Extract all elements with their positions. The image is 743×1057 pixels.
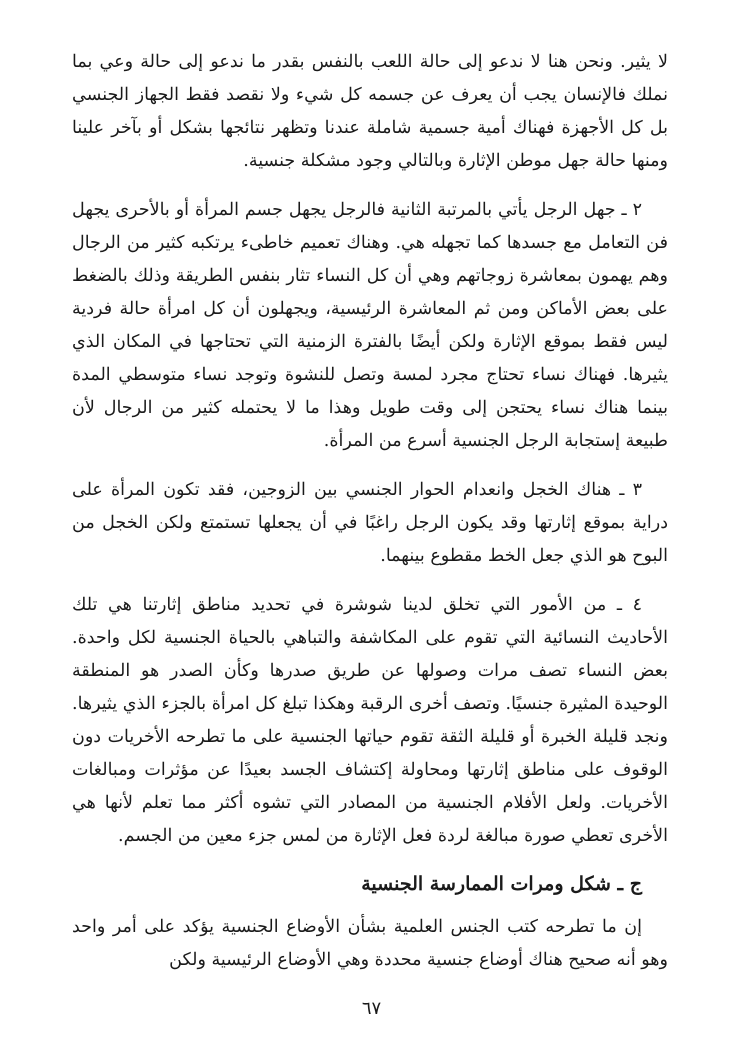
section-heading: ج ـ شكل ومرات الممارسة الجنسية [361,873,642,895]
page-number: ٦٧ [361,998,382,1019]
paragraph-point-2: ٢ ـ جهل الرجل يأتي بالمرتبة الثانية فالرجل يجهل جسم المرأة أو بالأحرى يجهل فن التعامل مع جسدها كما تجهله هي. وهناك تعميم خاطىء يرتكبه كثير من الرجال وهم يهمون بمعاشرة زوجاتهم وهي أن كل النساء تثار بنفس الطريقة وذلك بالضغط على بعض الأماكن ومن ثم المعاشرة الرئيسية، ويجهلون أن كل امرأة حالة فردية ليس فقط بموقع الإثارة ولكن أيضًا بالفترة الزمنية التي تحتاجها في المكان الذي يثيرها. فهناك نساء تحتاج مجرد لمسة وتصل للنشوة وتوجد نساء متوسطي المدة بينما هناك نساء يحتجن إلى وقت طويل وهذا ما لا يحتمله كثير من الرجال لأن طبيعة إستجابة الرجل الجنسية أسرع من المرأة. [72,200,668,451]
paragraph-intro: لا يثير. ونحن هنا لا ندعو إلى حالة اللعب بالنفس بقدر ما ندعو إلى حالة وعي بما نملك فالإنسان يجب أن يعرف عن جسمه كل شيء ولا نقصد فقط الجهاز الجنسي بل كل الأجهزة فهناك أمية جسمية شاملة عندنا وتظهر نتائجها بشكل أو بآخر علينا ومنها حالة جهل موطن الإثارة وبالتالي وجود مشكلة جنسية. [72,52,668,171]
paragraph-point-3: ٣ ـ هناك الخجل وانعدام الحوار الجنسي بين الزوجين، فقد تكون المرأة على دراية بموقع إثارتها وقد يكون الرجل راغبًا في أن يجعلها تستمتع ولكن الخجل من البوح هو الذي جعل الخط مقطوع بينهما. [72,480,668,566]
paragraph-closing: إن ما تطرحه كتب الجنس العلمية بشأن الأوضاع الجنسية يؤكد على أمر واحد وهو أنه صحيح هناك أوضاع جنسية محددة وهي الأوضاع الرئيسية ولكن [72,917,668,970]
document-page [72,46,668,1026]
paragraph-point-4: ٤ ـ من الأمور التي تخلق لدينا شوشرة في تحديد مناطق إثارتنا هي تلك الأحاديث النسائية التي تقوم على المكاشفة والتباهي بالحياة الجنسية لكل واحدة. بعض النساء تصف مرات وصولها عن طريق صدرها وكأن الصدر هو المنطقة الوحيدة المثيرة جنسيًا. وتصف أخرى الرقبة وهكذا تبلغ كل امرأة بالجزء الذي يثيرها. ونجد قليلة الخبرة أو قليلة الثقة تقوم حياتها الجنسية على ما تطرحه الأخريات دون الوقوف على مناطق إثارتها ومحاولة إكتشاف الجسد بعيدًا عن مؤثرات ومبالغات الأخريات. ولعل الأفلام الجنسية من المصادر التي تشوه أكثر مما تعلم لأنها هي الأخرى تعطي صورة مبالغة لردة فعل الإثارة من لمس جزء معين من الجسم. [72,595,668,846]
